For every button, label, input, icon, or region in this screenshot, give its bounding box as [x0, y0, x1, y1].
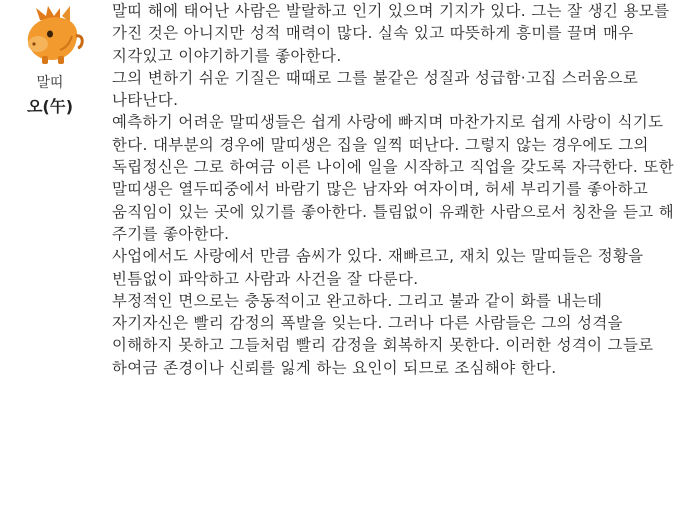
zodiac-sign-character: 오(午) [26, 97, 74, 116]
horse-icon [20, 6, 84, 66]
paragraph: 부정적인 면으로는 충동적이고 완고하다. 그리고 불과 같이 화를 내는데 자기자신은 빨리 감정의 폭발을 잊는다. 그러나 다른 사람들은 그의 성격을 이해하지 못하고 그들처럼 빨리 감정을 회복하지 못한다. 이러한 성격이 그들로 하여금 존경이나 신뢰를 잃게 하는 요인이 되므로 조심해야 한다. [112, 291, 654, 377]
zodiac-sidebar [0, 0, 102, 517]
zodiac-sign-name: 말띠 [36, 75, 64, 91]
paragraph: 그의 변하기 쉬운 기질은 때때로 그를 불같은 성질과 성급함·고집 스러움으로 나타난다. [112, 68, 639, 110]
personality-description [112, 0, 676, 379]
paragraph: 예측하기 어려운 말띠생들은 쉽게 사랑에 빠지며 마찬가지로 쉽게 사랑이 식기도 한다. 대부분의 경우에 말띠생은 집을 일찍 떠난다. 그렇지 않는 경우에도 그의 독립정신은 그로 하여금 이른 나이에 일을 시작하고 직업을 갖도록 자극한다. 또한 말띠생은 열두띠중에서 바람기 많은 남자와 여자이며, 허세 부리기를 좋아하고 움직임이 있는 곳에 있기를 좋아한다. 틀림없이 유쾌한 사람으로서 칭찬을 듣고 해 주기를 좋아한다. [112, 113, 675, 243]
paragraph: 사업에서도 사랑에서 만큼 솜씨가 있다. 재빠르고, 재치 있는 말띠들은 정황을 빈틈없이 파악하고 사람과 사건을 잘 다룬다. [112, 247, 644, 288]
paragraph: 말띠 해에 태어난 사람은 발랄하고 인기 있으며 기지가 있다. 그는 잘 생긴 용모를 가진 것은 아니지만 성적 매력이 많다. 실속 있고 따뜻하게 흥미를 끌며 매우 지각있고 이야기하기를 좋아한다. [112, 2, 670, 65]
